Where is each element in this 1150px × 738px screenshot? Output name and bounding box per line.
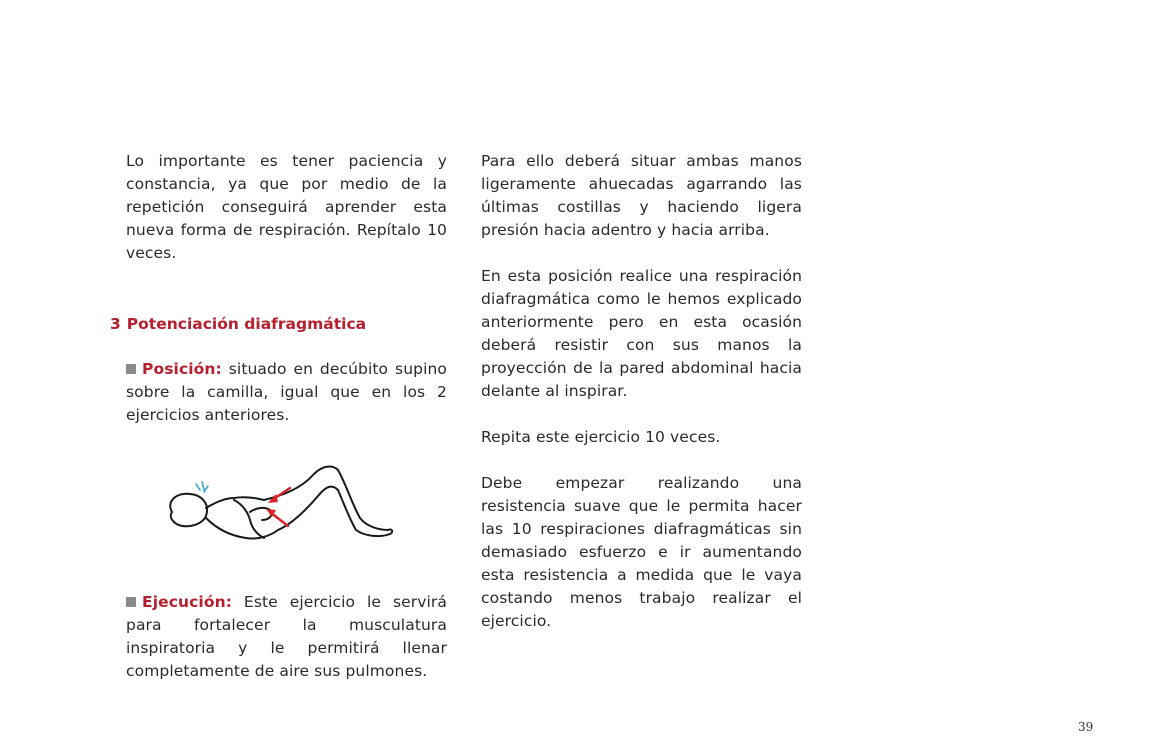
ejecucion-text: Este ejercicio le servirá para fortalecer la musculatura inspiratoria y le permitirá llenar completamente de aire sus pulmones. [126, 593, 447, 680]
intro-paragraph: Lo importante es tener paciencia y constancia, ya que por medio de la repetición conseguirá aprender esta nueva forma de respiración. Repítalo 10 veces. [126, 152, 447, 262]
square-bullet-icon [126, 364, 136, 374]
section-number: 3 [110, 315, 121, 333]
square-bullet-icon [126, 597, 136, 607]
posicion-paragraph [126, 358, 447, 427]
ejecucion-block [126, 591, 447, 683]
page-number: 39 [1078, 720, 1094, 734]
right-paragraph-3: Repita este ejercicio 10 veces. [481, 428, 721, 446]
right-column [481, 150, 802, 633]
right-paragraph-4: Debe empezar realizando una resistencia suave que le permita hacer las 10 respiraciones diafragmáticas sin demasiado esfuerzo e ir aumentando esta resistencia a medida que le vaya costando menos trabajo realizar el ejercicio. [481, 474, 802, 630]
ejecucion-paragraph [126, 591, 447, 683]
section-title: Potenciación diafragmática [126, 315, 367, 333]
left-column [126, 150, 447, 265]
posicion-text: situado en decúbito supino sobre la camilla, igual que en los 2 ejercicios anteriores. [126, 360, 447, 424]
posicion-label: Posición: [142, 360, 222, 378]
ejecucion-label: Ejecución: [142, 593, 233, 611]
posicion-block [126, 358, 447, 427]
supine-person-illustration [160, 460, 400, 560]
right-paragraph-2: En esta posición realice una respiración diafragmática como le hemos explicado anteriormente pero en esta ocasión deberá resistir con sus manos la proyección de la pared abdominal hacia delante al inspirar. [481, 267, 802, 400]
right-paragraph-1: Para ello deberá situar ambas manos ligeramente ahuecadas agarrando las últimas costillas y haciendo ligera presión hacia adentro y hacia arriba. [481, 152, 802, 239]
section-heading [110, 313, 366, 336]
